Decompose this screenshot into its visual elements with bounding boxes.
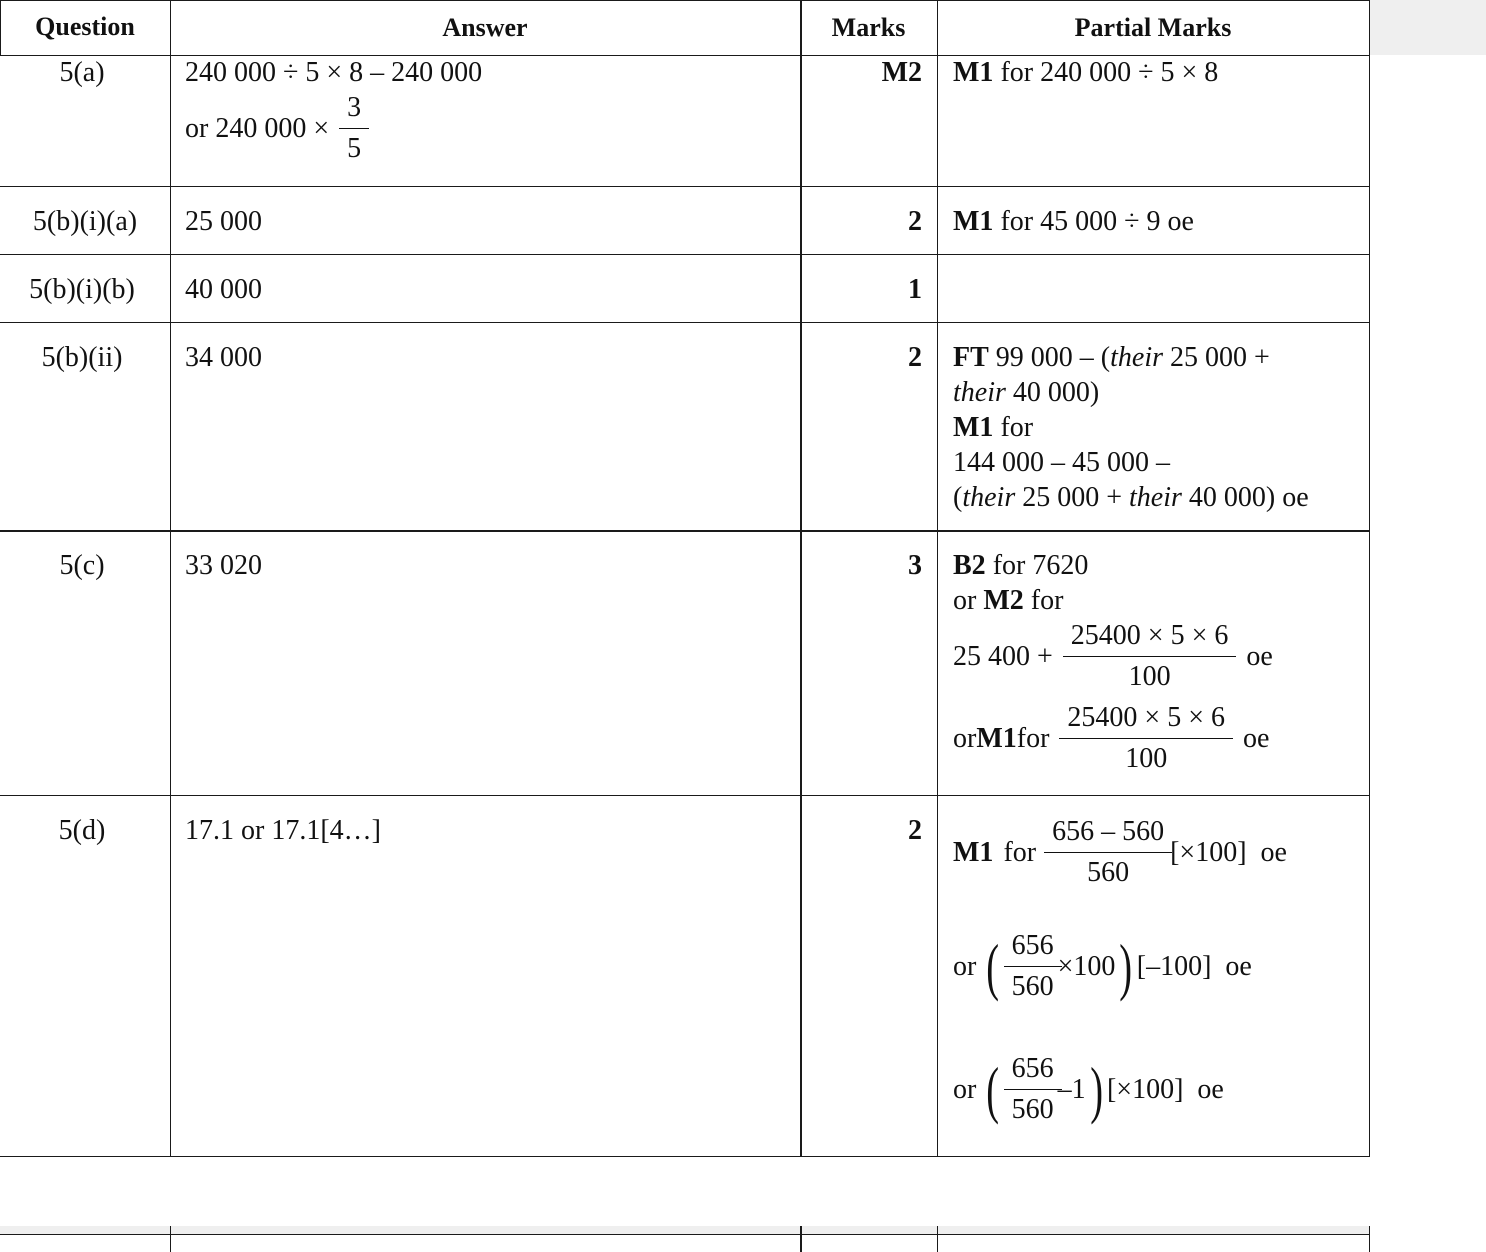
mark-code: M1 — [976, 722, 1017, 754]
partial-marks-text — [953, 204, 1194, 239]
question-label: 5(c) — [59, 550, 105, 581]
partial-text: oe — [1197, 1073, 1224, 1105]
table-border — [937, 1226, 938, 1252]
fraction-denominator: 560 — [1004, 1089, 1062, 1124]
fraction-numerator: 656 — [1011, 1053, 1054, 1084]
marks-value — [800, 204, 922, 239]
table-border — [1369, 0, 1370, 1156]
header-marks: Marks — [831, 13, 906, 42]
mark-code: M1 — [953, 836, 994, 868]
their-italic: their — [1129, 482, 1182, 513]
fraction-denominator: 100 — [1059, 738, 1233, 773]
partial-text: or — [953, 1073, 977, 1105]
partial-text: or — [953, 722, 977, 754]
partial-marks-text — [953, 55, 1218, 90]
partial-text: for 7620 — [985, 550, 1089, 581]
their-italic: their — [962, 482, 1016, 513]
header-bg-extension — [1370, 0, 1486, 55]
fraction-denominator: 100 — [1063, 656, 1237, 691]
partial-text: oe — [1243, 722, 1270, 754]
partial-text: or — [953, 585, 984, 616]
partial-text: ×100 — [1057, 950, 1116, 982]
fraction — [343, 94, 365, 163]
marks-bold: 2 — [908, 206, 922, 237]
partial-text: 25 000 + — [1163, 342, 1270, 373]
marks-value — [800, 548, 922, 583]
question-label: 5(d) — [58, 815, 106, 846]
left-paren: ( — [986, 1053, 1000, 1125]
partial-marks-line: 144 000 – 45 000 – — [953, 447, 1170, 478]
their-italic: their — [953, 377, 1006, 408]
partial-text: –1 — [1057, 1073, 1086, 1105]
partial-marks-line — [953, 410, 1033, 445]
marks-bold: 1 — [908, 274, 922, 305]
partial-formula — [953, 704, 1269, 773]
partial-marks-line — [953, 340, 1270, 375]
partial-text: for — [993, 412, 1034, 443]
fraction-denominator: 5 — [339, 128, 369, 163]
table-border — [937, 0, 938, 1156]
table-border — [0, 322, 1370, 323]
header-answer: Answer — [442, 13, 528, 42]
marks-value — [800, 813, 922, 848]
fraction-numerator: 25400 × 5 × 6 — [1067, 702, 1226, 733]
marks-value — [800, 55, 922, 90]
fraction — [1008, 932, 1058, 1001]
table-border — [0, 1234, 1370, 1235]
partial-text: oe — [1260, 836, 1287, 868]
partial-formula — [953, 622, 1273, 691]
fraction-numerator: 656 — [1011, 930, 1054, 961]
fraction — [1048, 818, 1168, 887]
question-label: 5(b)(i)(a) — [32, 206, 138, 237]
mark-code: M1 — [953, 57, 994, 88]
partial-text: ( — [953, 482, 963, 513]
fraction-denominator: 560 — [1044, 852, 1172, 887]
question-label: 5(a) — [59, 57, 105, 88]
marks-bold: 3 — [908, 550, 922, 581]
partial-text: 99 000 – ( — [988, 342, 1111, 373]
question-label: 5(b)(i)(b) — [29, 274, 135, 305]
marks-value — [800, 340, 922, 375]
mark-code: M2 — [983, 585, 1024, 616]
table-border — [170, 0, 171, 1156]
partial-text: 25 000 + — [1015, 482, 1130, 513]
partial-text: 25 400 + — [953, 640, 1053, 672]
answer-value: 34 000 — [185, 342, 262, 373]
fraction-denominator: 560 — [1004, 966, 1062, 1001]
answer-value: 17.1 or 17.1[4…] — [185, 815, 381, 846]
right-paren: ) — [1119, 930, 1133, 1002]
partial-marks-line — [953, 548, 1088, 583]
table-border — [0, 530, 1370, 532]
partial-marks-line — [953, 375, 1099, 410]
partial-text: for — [1003, 836, 1037, 868]
header-partial-marks: Partial Marks — [1074, 13, 1232, 42]
partial-text: 40 000) oe — [1181, 482, 1309, 513]
partial-formula — [953, 818, 1287, 887]
partial-text: oe — [1246, 640, 1273, 672]
table-border — [0, 186, 1370, 187]
partial-text: for — [1016, 722, 1050, 754]
fraction-numerator: 25400 × 5 × 6 — [1070, 620, 1229, 651]
answer-line: 240 000 ÷ 5 × 8 – 240 000 — [185, 57, 483, 88]
fraction-numerator: 656 – 560 — [1052, 816, 1165, 847]
answer-prefix: or 240 000 × — [185, 112, 330, 144]
partial-text: oe — [1225, 950, 1252, 982]
mark-code: M1 — [953, 412, 994, 443]
table-border — [0, 254, 1370, 255]
partial-formula — [953, 932, 1252, 1001]
their-italic: their — [1110, 342, 1163, 373]
fraction — [1008, 1055, 1058, 1124]
table-border — [0, 795, 1370, 796]
header-question: Question — [35, 12, 135, 41]
partial-formula — [953, 1055, 1224, 1124]
fraction — [1067, 622, 1233, 691]
left-paren: ( — [986, 930, 1000, 1002]
partial-desc: for 45 000 ÷ 9 oe — [993, 206, 1194, 237]
answer-value: 40 000 — [185, 274, 262, 305]
bracket-term: [×100] — [1106, 1073, 1184, 1105]
table-border — [800, 1226, 802, 1252]
marks-bold: 2 — [908, 815, 922, 846]
partial-text: 40 000) — [1005, 377, 1100, 408]
table-border — [0, 1156, 1370, 1157]
fraction — [1063, 704, 1229, 773]
right-paren: ) — [1089, 1053, 1103, 1125]
table-border — [1369, 1226, 1370, 1252]
partial-marks-line — [953, 583, 1063, 618]
mark-code: B2 — [953, 550, 986, 581]
partial-marks-line — [953, 480, 1309, 515]
fraction-numerator: 3 — [347, 92, 362, 123]
partial-text: or — [953, 950, 977, 982]
mark-code: FT — [953, 342, 989, 373]
table-border — [170, 1226, 171, 1252]
mark-code: M1 — [953, 206, 994, 237]
bracket-term: [–100] — [1136, 950, 1212, 982]
marks-value — [800, 272, 922, 307]
question-label: 5(b)(ii) — [41, 342, 123, 373]
table-border — [0, 0, 1370, 1]
answer-value: 33 020 — [185, 550, 262, 581]
partial-desc: for 240 000 ÷ 5 × 8 — [993, 57, 1219, 88]
bracket-term: [×100] — [1170, 836, 1247, 868]
partial-text: for — [1023, 585, 1064, 616]
marks-bold: M2 — [881, 57, 922, 88]
marks-bold: 2 — [908, 342, 922, 373]
answer-value: 25 000 — [185, 206, 262, 237]
answer-line — [185, 94, 371, 163]
